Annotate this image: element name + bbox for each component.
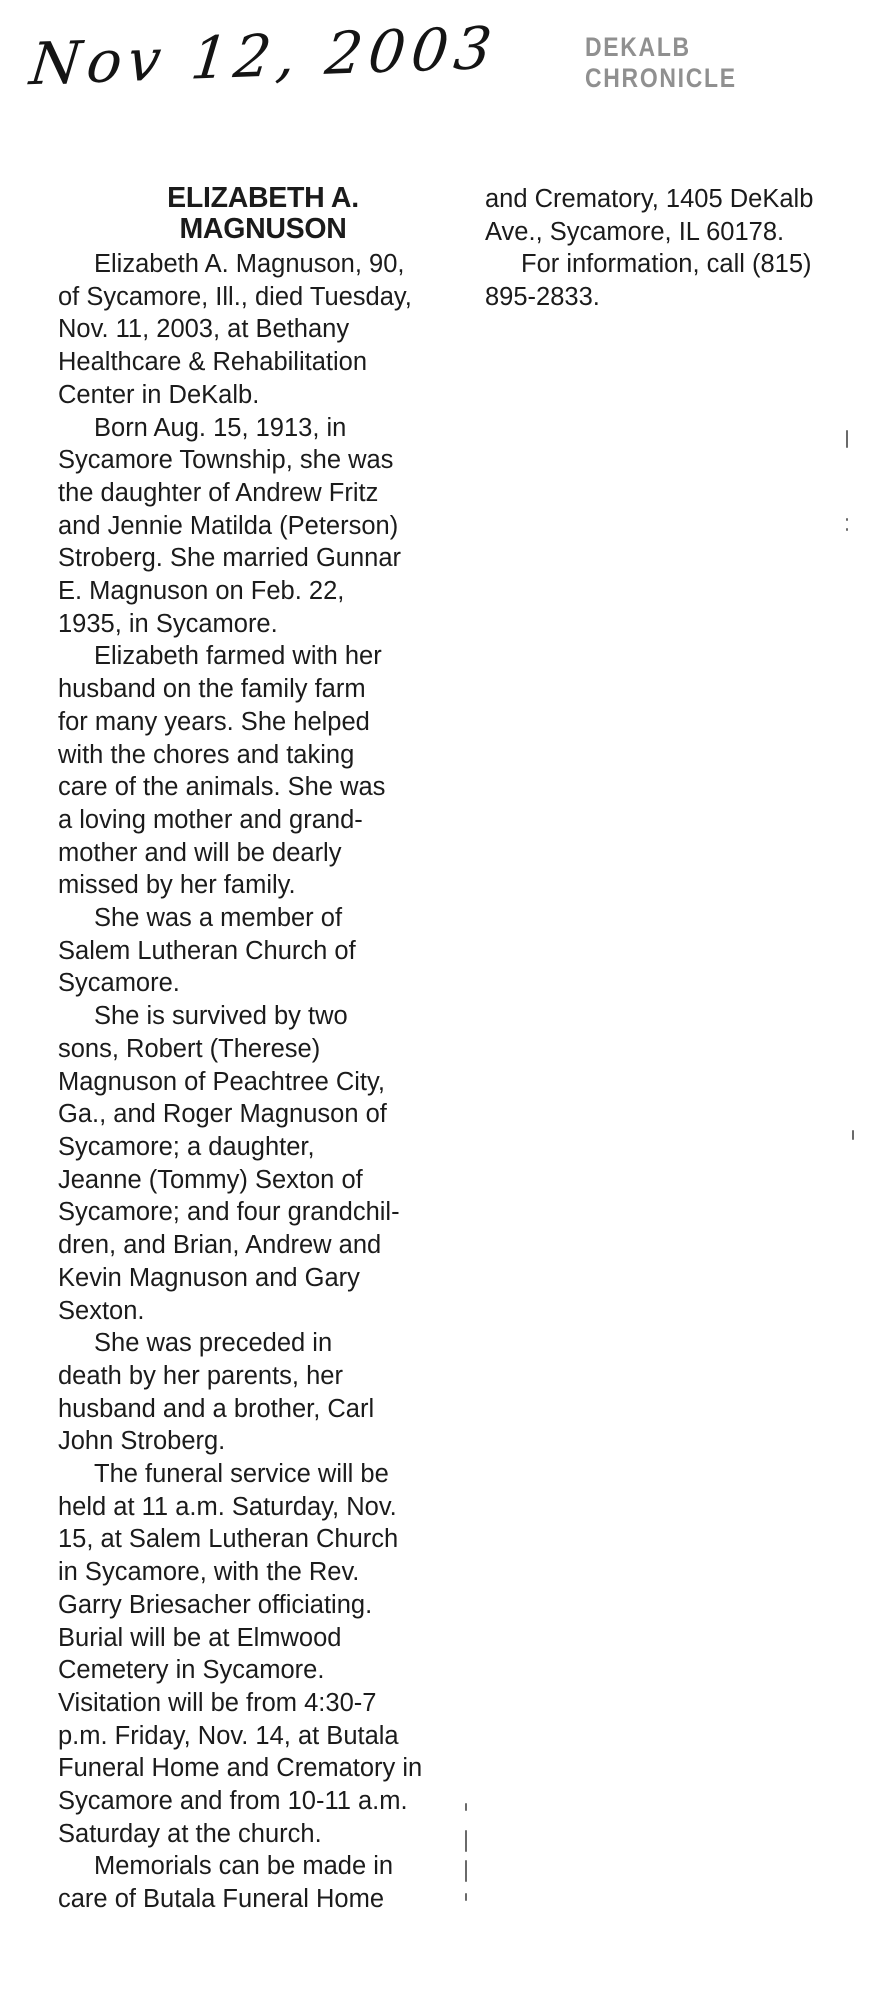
text-line: She was preceded in: [94, 1329, 333, 1358]
obituary-paragraph: [58, 1458, 458, 1850]
headline-line: MAGNUSON: [179, 213, 347, 245]
text-line: The funeral service will be: [94, 1460, 389, 1489]
text-line: Sexton.: [58, 1296, 145, 1325]
text-line: Center in DeKalb.: [58, 380, 260, 409]
obituary-paragraph: [58, 248, 458, 412]
text-line: husband on the family farm: [58, 675, 366, 704]
text-line: and Jennie Matilda (Peterson): [58, 511, 399, 540]
text-line: Ave., Sycamore, IL 60178.: [485, 217, 785, 246]
obituary-paragraph: [58, 1000, 458, 1327]
scan-artifact: [465, 1860, 467, 1882]
text-line: She was a member of: [94, 904, 343, 933]
scan-artifact: [846, 528, 848, 531]
obituary-paragraph: [485, 248, 875, 313]
text-line: a loving mother and grand-: [58, 805, 363, 834]
text-line: Elizabeth farmed with her: [94, 642, 382, 671]
text-line: Funeral Home and Crematory in: [58, 1754, 423, 1783]
text-line: with the chores and taking: [58, 740, 355, 769]
text-line: Salem Lutheran Church of: [58, 936, 356, 965]
text-line: Sycamore; a daughter,: [58, 1132, 315, 1161]
text-line: For information, call (815): [521, 250, 812, 279]
text-line: Visitation will be from 4:30-7: [58, 1688, 377, 1717]
newspaper-masthead: DEKALB CHRONICLE: [585, 32, 737, 93]
text-line: 895-2833.: [485, 283, 600, 312]
text-line: Magnuson of Peachtree City,: [58, 1067, 385, 1096]
text-line: Sycamore; and four grandchil-: [58, 1198, 400, 1227]
scan-artifact: [846, 518, 848, 521]
obituary-paragraph: [58, 412, 458, 641]
text-line: Stroberg. She married Gunnar: [58, 544, 402, 573]
text-line: Nov. 11, 2003, at Bethany: [58, 315, 350, 344]
obituary-body-right: [485, 183, 875, 314]
handwritten-date: Nov 12, 2003: [26, 13, 501, 99]
obituary-paragraph: [58, 1327, 458, 1458]
text-line: E. Magnuson on Feb. 22,: [58, 577, 345, 606]
text-line: Born Aug. 15, 1913, in: [94, 413, 347, 442]
scan-artifact: [465, 1893, 467, 1901]
obituary-left-column: [58, 183, 458, 1916]
text-line: Burial will be at Elmwood: [58, 1623, 342, 1652]
text-line: Kevin Magnuson and Gary: [58, 1263, 360, 1292]
text-line: and Crematory, 1405 DeKalb: [485, 185, 814, 213]
obituary-paragraph: [58, 640, 458, 902]
text-line: Sycamore.: [58, 969, 180, 998]
text-line: in Sycamore, with the Rev.: [58, 1558, 360, 1587]
text-line: for many years. She helped: [58, 707, 370, 736]
text-line: Garry Briesacher officiating.: [58, 1590, 373, 1619]
text-line: Healthcare & Rehabilitation: [58, 348, 368, 377]
scan-artifact: [465, 1803, 467, 1811]
text-line: missed by her family.: [58, 871, 296, 900]
obituary-paragraph: [58, 1850, 458, 1915]
headline-line: ELIZABETH A.: [167, 182, 359, 214]
text-line: husband and a brother, Carl: [58, 1394, 375, 1423]
scan-artifact: [465, 1830, 467, 1852]
text-line: mother and will be dearly: [58, 838, 342, 867]
obituary-right-column: [485, 183, 875, 314]
obituary-paragraph: [485, 183, 875, 248]
text-line: held at 11 a.m. Saturday, Nov.: [58, 1492, 397, 1521]
obituary-body-left: [58, 248, 458, 1916]
scan-artifact: [846, 430, 848, 448]
text-line: sons, Robert (Therese): [58, 1034, 321, 1063]
text-line: Sycamore Township, she was: [58, 446, 394, 475]
text-line: Memorials can be made in: [94, 1852, 394, 1881]
text-line: Elizabeth A. Magnuson, 90,: [94, 250, 405, 278]
text-line: care of Butala Funeral Home: [58, 1885, 384, 1914]
text-line: John Stroberg.: [58, 1427, 226, 1456]
text-line: Cemetery in Sycamore.: [58, 1656, 325, 1685]
text-line: 15, at Salem Lutheran Church: [58, 1525, 399, 1554]
obituary-paragraph: [58, 902, 458, 1000]
text-line: 1935, in Sycamore.: [58, 609, 278, 638]
text-line: care of the animals. She was: [58, 773, 386, 802]
text-line: Jeanne (Tommy) Sexton of: [58, 1165, 363, 1194]
text-line: Ga., and Roger Magnuson of: [58, 1100, 387, 1129]
scan-artifact: [852, 1130, 854, 1140]
text-line: dren, and Brian, Andrew and: [58, 1231, 382, 1260]
text-line: death by her parents, her: [58, 1361, 343, 1390]
text-line: Saturday at the church.: [58, 1819, 322, 1848]
text-line: of Sycamore, Ill., died Tuesday,: [58, 282, 412, 311]
text-line: p.m. Friday, Nov. 14, at Butala: [58, 1721, 399, 1750]
obituary-headline: [58, 183, 458, 245]
text-line: She is survived by two: [94, 1002, 348, 1031]
text-line: Sycamore and from 10-11 a.m.: [58, 1787, 408, 1816]
text-line: the daughter of Andrew Fritz: [58, 478, 379, 507]
